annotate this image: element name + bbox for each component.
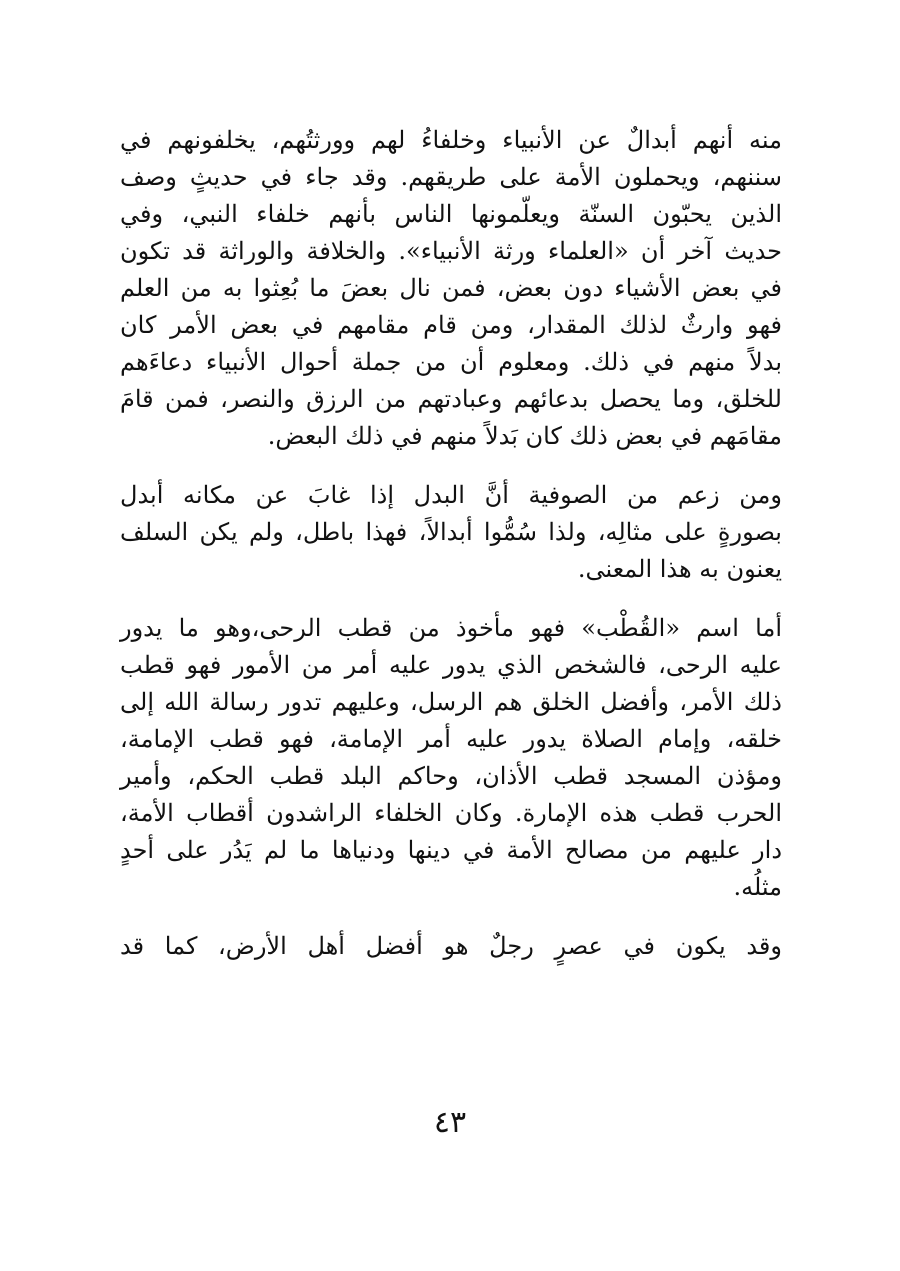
text-line: يعنون به هذا المعنى. (577, 555, 782, 583)
text-line: دار عليهم من مصالح الأمة في دينها ودنياها ما لم يَدُر على أحدٍ (120, 836, 782, 864)
text-line: سننهم، ويحملون الأمة على طريقهم. وقد جاء في حديثٍ وصف (120, 163, 782, 191)
text-line: في بعض الأشياء دون بعض، فمن نال بعضَ ما بُعِثوا به من العلم (120, 274, 782, 302)
text-line: وقد يكون في عصرٍ رجلٌ هو أفضل أهل الأرض، كما قد (120, 932, 782, 960)
text-line: مثلُه. (733, 873, 782, 901)
text-line: للخلق، وما يحصل بدعائهم وعبادتهم من الرزق والنصر، فمن قامَ (120, 385, 782, 413)
paragraph-best-man (120, 928, 782, 965)
text-line: أما اسم «القُطْب» فهو مأخوذ من قطب الرحى،وهو ما يدور (120, 614, 782, 642)
page-number: ٤٣ (433, 1105, 467, 1140)
paragraph-qutb-meaning (120, 610, 782, 906)
text-line: عليه الرحى، فالشخص الذي يدور عليه أمر من الأمور فهو قطب (120, 651, 782, 679)
text-line: بصورةٍ على مثالِه، ولذا سُمُّوا أبدالاً، فهذا باطل، ولم يكن السلف (120, 518, 782, 546)
text-line: حديث آخر أن «العلماء ورثة الأنبياء». والخلافة والوراثة قد تكون (120, 237, 782, 265)
text-line: الذين يحبّون السنّة ويعلّمونها الناس بأنهم خلفاء النبي، وفي (120, 200, 782, 228)
paragraph-abdal-inheritance (120, 122, 782, 455)
text-line: مقامَهم في بعض ذلك كان بَدلاً منهم في ذلك البعض. (267, 422, 782, 450)
text-line: ذلك الأمر، وأفضل الخلق هم الرسل، وعليهم تدور رسالة الله إلى (120, 688, 782, 716)
text-line: ومؤذن المسجد قطب الأذان، وحاكم البلد قطب الحكم، وأمير (120, 762, 782, 790)
paragraph-sufi-claim (120, 477, 782, 588)
text-line: بدلاً منهم في ذلك. ومعلوم أن من جملة أحوال الأنبياء دعاءَهم (120, 348, 782, 376)
page-body (120, 122, 782, 987)
text-line: فهو وارثٌ لذلك المقدار، ومن قام مقامهم في بعض الأمر كان (120, 311, 782, 339)
text-line: منه أنهم أبدالٌ عن الأنبياء وخلفاءُ لهم وورثتُهم، يخلفونهم في (120, 126, 782, 154)
text-line: خلقه، وإمام الصلاة يدور عليه أمر الإمامة، فهو قطب الإمامة، (120, 725, 782, 753)
text-line: الحرب قطب هذه الإمارة. وكان الخلفاء الراشدون أقطاب الأمة، (120, 799, 782, 827)
text-line: ومن زعم من الصوفية أنَّ البدل إذا غابَ عن مكانه أبدل (120, 481, 782, 509)
